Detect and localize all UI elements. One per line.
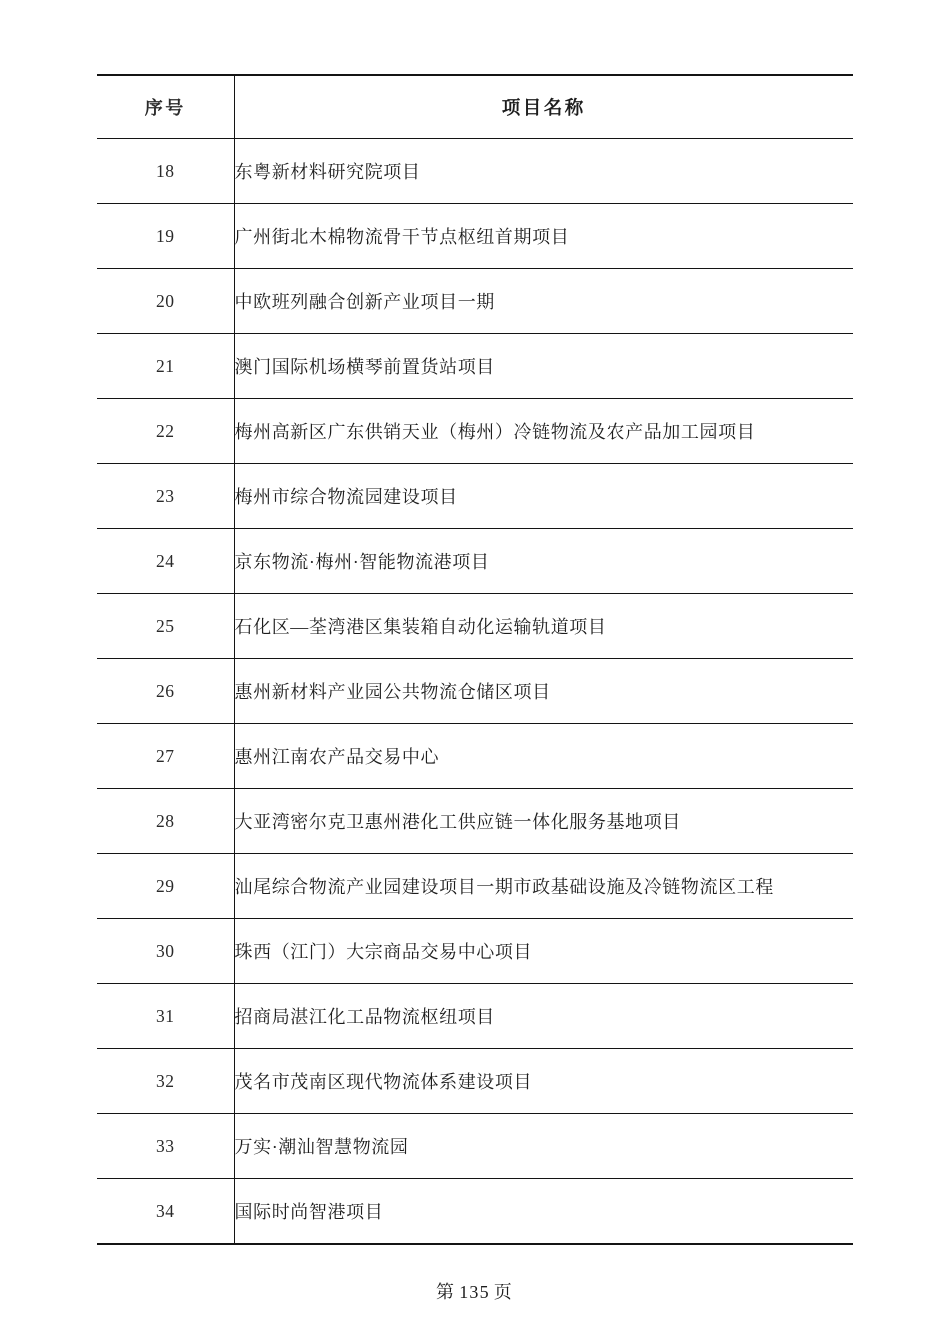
page-label-suffix: 页 [493, 1282, 513, 1302]
cell-project-name: 惠州新材料产业园公共物流仓储区项目 [234, 659, 853, 724]
table-row [97, 594, 853, 659]
page-number: 135 [459, 1282, 490, 1302]
cell-sequence-number: 32 [97, 1049, 234, 1114]
table-row [97, 1049, 853, 1114]
cell-project-name: 大亚湾密尔克卫惠州港化工供应链一体化服务基地项目 [234, 789, 853, 854]
cell-sequence-number: 30 [97, 919, 234, 984]
table-row [97, 1114, 853, 1179]
cell-project-name: 梅州市综合物流园建设项目 [234, 464, 853, 529]
cell-project-name: 国际时尚智港项目 [234, 1179, 853, 1245]
cell-project-name: 广州街北木棉物流骨干节点枢纽首期项目 [234, 204, 853, 269]
cell-sequence-number: 18 [97, 139, 234, 204]
table-row [97, 724, 853, 789]
cell-project-name: 招商局湛江化工品物流枢纽项目 [234, 984, 853, 1049]
page-label-prefix: 第 [435, 1282, 456, 1302]
table-row [97, 399, 853, 464]
cell-sequence-number: 26 [97, 659, 234, 724]
cell-project-name: 梅州高新区广东供销天业（梅州）冷链物流及农产品加工园项目 [234, 399, 853, 464]
cell-project-name: 茂名市茂南区现代物流体系建设项目 [234, 1049, 853, 1114]
cell-sequence-number: 24 [97, 529, 234, 594]
column-header-sequence: 序号 [97, 75, 234, 139]
table-row [97, 139, 853, 204]
table-row [97, 269, 853, 334]
table-row [97, 789, 853, 854]
table-row [97, 204, 853, 269]
cell-project-name: 澳门国际机场横琴前置货站项目 [234, 334, 853, 399]
cell-project-name: 惠州江南农产品交易中心 [234, 724, 853, 789]
table-row [97, 984, 853, 1049]
cell-sequence-number: 20 [97, 269, 234, 334]
table-row [97, 659, 853, 724]
table-body [97, 139, 853, 1245]
cell-sequence-number: 28 [97, 789, 234, 854]
cell-project-name: 东粤新材料研究院项目 [234, 139, 853, 204]
project-table [97, 74, 853, 1245]
cell-sequence-number: 27 [97, 724, 234, 789]
cell-sequence-number: 34 [97, 1179, 234, 1245]
page-footer [0, 1278, 949, 1304]
cell-project-name: 京东物流·梅州·智能物流港项目 [234, 529, 853, 594]
project-table-container [97, 74, 853, 1245]
cell-sequence-number: 25 [97, 594, 234, 659]
cell-sequence-number: 19 [97, 204, 234, 269]
table-row [97, 854, 853, 919]
cell-sequence-number: 33 [97, 1114, 234, 1179]
cell-sequence-number: 29 [97, 854, 234, 919]
table-row [97, 919, 853, 984]
cell-project-name: 中欧班列融合创新产业项目一期 [234, 269, 853, 334]
table-row [97, 334, 853, 399]
cell-project-name: 汕尾综合物流产业园建设项目一期市政基础设施及冷链物流区工程 [234, 854, 853, 919]
table-row [97, 529, 853, 594]
table-row [97, 1179, 853, 1245]
cell-project-name: 石化区—荃湾港区集装箱自动化运输轨道项目 [234, 594, 853, 659]
column-header-project-name: 项目名称 [234, 75, 853, 139]
table-row [97, 464, 853, 529]
cell-project-name: 万实·潮汕智慧物流园 [234, 1114, 853, 1179]
cell-sequence-number: 22 [97, 399, 234, 464]
cell-sequence-number: 21 [97, 334, 234, 399]
table-header-row [97, 75, 853, 139]
cell-sequence-number: 23 [97, 464, 234, 529]
cell-sequence-number: 31 [97, 984, 234, 1049]
cell-project-name: 珠西（江门）大宗商品交易中心项目 [234, 919, 853, 984]
table-header [97, 75, 853, 139]
